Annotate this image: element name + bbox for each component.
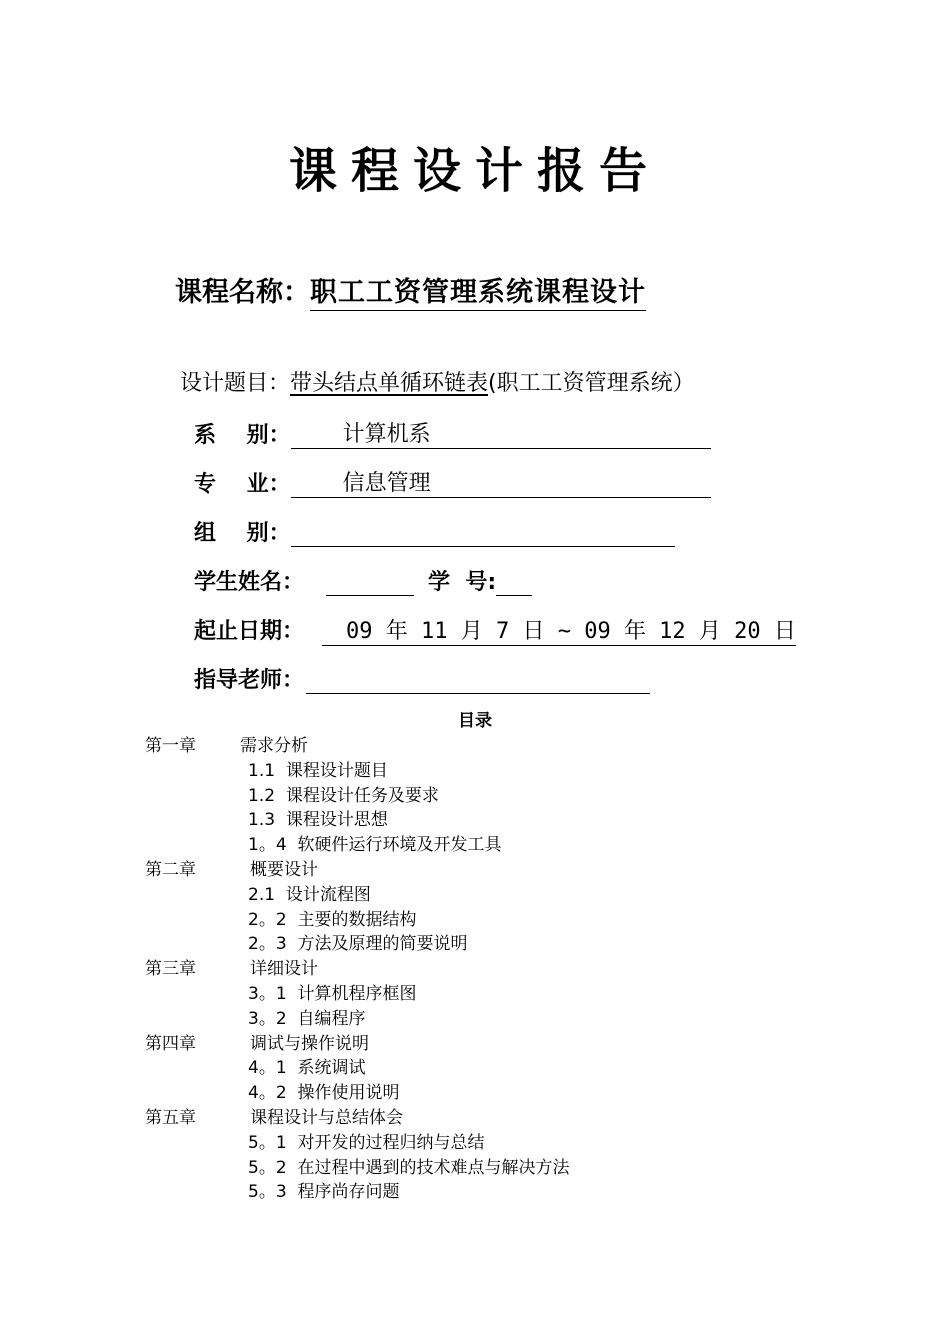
teacher-row bbox=[194, 663, 650, 694]
group-label: 组 别： bbox=[194, 521, 291, 546]
group-row bbox=[194, 516, 675, 547]
toc-chapter-label: 第四章 bbox=[145, 1033, 196, 1054]
toc-section: 1.1 课程设计题目 bbox=[248, 760, 388, 781]
toc-chapter-label: 第五章 bbox=[145, 1108, 196, 1128]
toc-section: 2。3 方法及原理的简要说明 bbox=[248, 934, 468, 955]
student-name-label: 学生姓名： bbox=[194, 570, 305, 595]
toc-section: 5。1 对开发的过程归纳与总结 bbox=[248, 1132, 485, 1153]
toc-section: 1.2 课程设计任务及要求 bbox=[248, 785, 439, 806]
major-value: 信息管理 bbox=[342, 471, 431, 496]
toc-chapter-name: 概要设计 bbox=[250, 860, 318, 880]
toc-section: 4。1 系统调试 bbox=[248, 1058, 366, 1079]
toc-section: 3。2 自编程序 bbox=[248, 1008, 366, 1029]
student-id-field bbox=[496, 569, 532, 596]
report-title: 课程设计报告 bbox=[288, 143, 661, 199]
toc-section: 4。2 操作使用说明 bbox=[248, 1083, 400, 1104]
dates-row bbox=[194, 614, 796, 646]
teacher-label: 指导老师： bbox=[194, 668, 305, 693]
toc-chapter-name: 调试与操作说明 bbox=[250, 1033, 369, 1054]
toc-chapter-label: 第三章 bbox=[145, 959, 196, 980]
toc-chapter-label: 第二章 bbox=[145, 860, 196, 880]
department-row bbox=[194, 418, 711, 449]
toc-section: 1.3 课程设计思想 bbox=[248, 810, 388, 831]
toc-chapter-name: 课程设计与总结体会 bbox=[250, 1108, 403, 1128]
design-topic-row bbox=[180, 366, 695, 397]
design-topic-label: 设计题目： bbox=[180, 371, 291, 396]
toc-chapter-name: 需求分析 bbox=[240, 736, 308, 756]
department-value: 计算机系 bbox=[342, 422, 431, 447]
teacher-field bbox=[306, 667, 650, 694]
toc-chapter-name: 详细设计 bbox=[250, 959, 318, 980]
major-label: 专 业： bbox=[194, 472, 291, 497]
toc-section: 5。2 在过程中遇到的技术难点与解决方法 bbox=[248, 1157, 570, 1178]
toc-section: 2。2 主要的数据结构 bbox=[248, 909, 417, 930]
design-topic-value: 带头结点单循环链表 bbox=[290, 371, 489, 396]
toc-section: 2.1 设计流程图 bbox=[248, 884, 371, 905]
course-name-label: 课程名称： bbox=[175, 277, 310, 308]
department-field bbox=[291, 422, 711, 449]
toc-title: 目录 bbox=[458, 711, 492, 731]
student-row bbox=[194, 565, 532, 596]
student-name-field bbox=[326, 569, 414, 596]
department-label: 系 别： bbox=[194, 423, 291, 448]
dates-label: 起止日期： bbox=[194, 619, 305, 644]
toc-chapter-label: 第一章 bbox=[145, 736, 196, 756]
toc-section: 3。1 计算机程序框图 bbox=[248, 984, 417, 1004]
toc-section: 5。3 程序尚存问题 bbox=[248, 1182, 400, 1203]
course-name-row bbox=[175, 270, 646, 309]
course-name-value: 职工工资管理系统课程设计 bbox=[310, 277, 646, 311]
student-id-label: 学 号: bbox=[428, 570, 497, 595]
major-field bbox=[291, 471, 711, 498]
toc-section: 1。4 软硬件运行环境及开发工具 bbox=[248, 835, 502, 856]
dates-value: 09 年 11 月 7 日 ~ 09 年 12 月 20 日 bbox=[322, 619, 796, 646]
major-row bbox=[194, 467, 711, 498]
group-field bbox=[291, 520, 675, 547]
design-topic-value-rest: (职工工资管理系统） bbox=[488, 371, 695, 396]
